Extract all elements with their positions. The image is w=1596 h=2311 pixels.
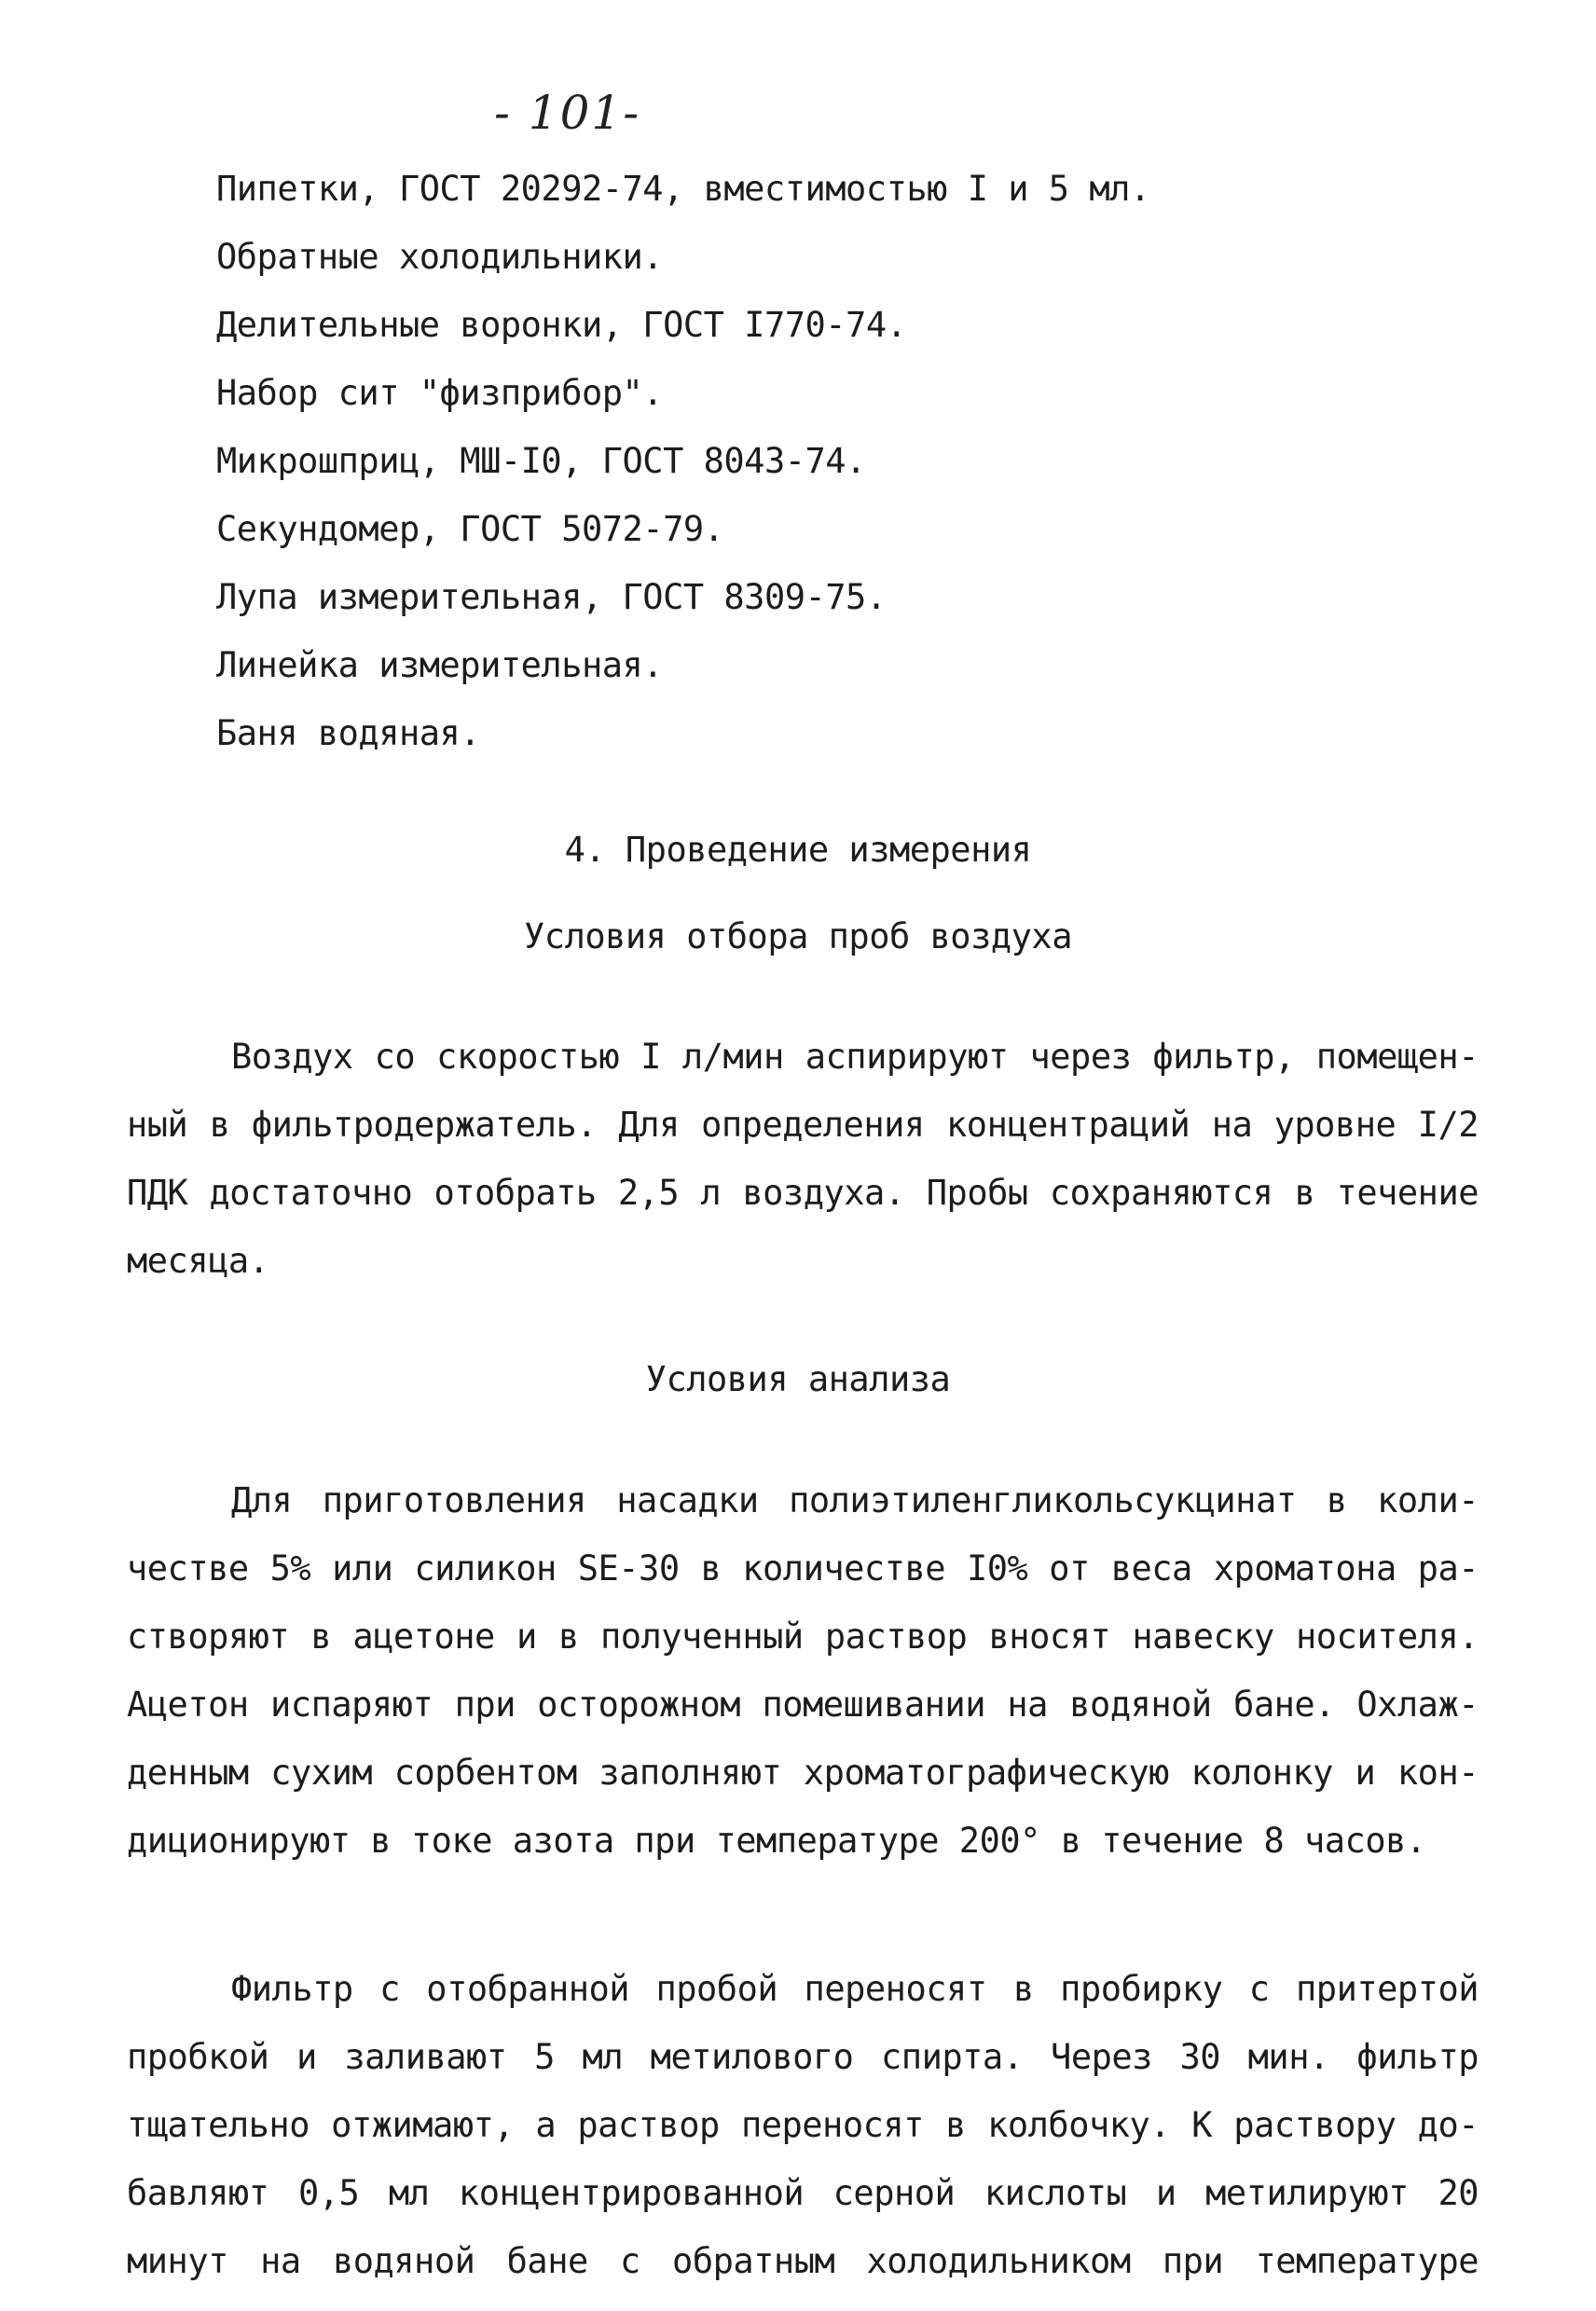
equipment-item: Делительные воронки, ГОСТ I770-74. [216, 305, 907, 345]
text-line: Фильтр с отобранной пробой переносят в пробирку с притертой [231, 1969, 1479, 2009]
equipment-item: Пипетки, ГОСТ 20292-74, вместимостью I и 5 мл. [216, 169, 1150, 209]
equipment-item: Набор сит "физприбор". [216, 373, 664, 413]
text-line: ный в фильтродержатель. Для определения концентраций на уровне I/2 [127, 1105, 1479, 1145]
text-line: бавляют 0,5 мл концентрированной серной кислоты и метилируют 20 [127, 2173, 1479, 2213]
text-line: пробкой и заливают 5 мл метилового спирта. Через 30 мин. фильтр [127, 2037, 1479, 2077]
text-line: створяют в ацетоне и в полученный раствор вносят навеску носителя. [127, 1616, 1479, 1657]
analysis-paragraph-2 [127, 1955, 1479, 2295]
equipment-item: Линейка измерительная. [216, 645, 664, 685]
text-line: месяца. [127, 1241, 269, 1281]
text-line: диционируют в токе азота при температуре 200° в течение 8 часов. [127, 1821, 1426, 1861]
text-line: ПДК достаточно отобрать 2,5 л воздуха. Пробы сохраняются в течение [127, 1173, 1479, 1213]
equipment-item: Микрошприц, МШ-I0, ГОСТ 8043-74. [216, 441, 866, 481]
equipment-item: Обратные холодильники. [216, 237, 664, 277]
equipment-item: Секундомер, ГОСТ 5072-79. [216, 509, 724, 549]
analysis-conditions-heading: Условия анализа [645, 1359, 951, 1399]
text-line: Ацетон испаряют при осторожном помешивании на водяной бане. Охлаж- [127, 1685, 1479, 1725]
section-title: 4. Проведение измерения [564, 830, 1032, 870]
page-number: - 101- [494, 86, 641, 140]
sampling-paragraph [127, 1023, 1479, 1295]
text-line: минут на водяной бане с обратным холодильником при температуре [127, 2241, 1479, 2281]
equipment-item: Лупа измерительная, ГОСТ 8309-75. [216, 577, 887, 617]
text-line: Для приготовления насадки полиэтиленгликольсукцинат в коли- [231, 1480, 1479, 1520]
text-line: денным сухим сорбентом заполняют хроматографическую колонку и кон- [127, 1753, 1479, 1793]
equipment-item: Баня водяная. [216, 713, 481, 753]
sampling-conditions-heading: Условия отбора проб воздуха [524, 916, 1072, 956]
text-line: честве 5% или силикон SE-30 в количестве I0% от веса хроматона ра- [127, 1548, 1479, 1589]
analysis-paragraph-1 [127, 1466, 1479, 1875]
text-line: тщательно отжимают, а раствор переносят в колбочку. К раствору до- [127, 2105, 1479, 2145]
text-line: Воздух со скоростью I л/мин аспирируют через фильтр, помещен- [231, 1037, 1479, 1077]
equipment-list [216, 155, 1150, 767]
